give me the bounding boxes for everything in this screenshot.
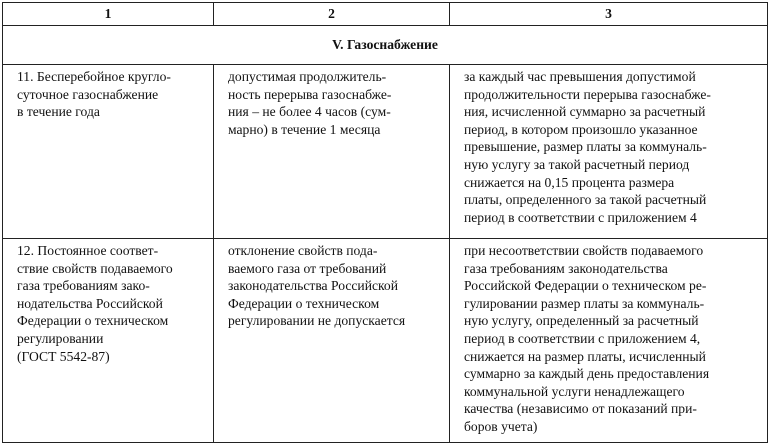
- text-line: ную услугу, определенный за расчетный: [464, 313, 699, 329]
- regulation-table: [2, 2, 768, 443]
- column-number-2: 2: [214, 3, 450, 26]
- text-line: в течение года: [17, 104, 100, 120]
- column-number-1: 1: [3, 3, 214, 26]
- text-line: продолжительности перерыва газоснабже-: [464, 86, 711, 102]
- payment-change-cell: [450, 239, 768, 443]
- text-line: ния – не более 4 часов (сум-: [228, 104, 391, 120]
- text-line: период в соответствии с приложением 4,: [464, 330, 701, 346]
- text-line: законодательства Российской: [228, 278, 398, 294]
- text-line: газа требованиям зако-: [17, 278, 150, 294]
- text-line: 12. Постоянное соответ-: [17, 243, 159, 258]
- text-line: Российской Федерации о техническом ре-: [464, 278, 707, 294]
- text-line: коммунальной услуги ненадлежащего: [464, 383, 685, 399]
- text-line: гулировании размер платы за коммуналь-: [464, 295, 705, 311]
- table-row: [3, 239, 768, 443]
- text-line: допустимая продолжитель-: [228, 69, 387, 84]
- text-line: период, в котором произошло указанное: [464, 121, 698, 137]
- service-cell: [3, 239, 214, 443]
- allowed-deviation-cell: [214, 65, 450, 239]
- text-line: регулировании не допускается: [228, 313, 406, 329]
- column-number-row: [3, 3, 768, 26]
- text-line: 11. Бесперебойное кругло-: [17, 69, 171, 84]
- table-row: [3, 65, 768, 239]
- text-line: регулировании: [17, 330, 104, 346]
- text-line: газа требованиям законодательства: [464, 260, 668, 276]
- text-line: марно) в течение 1 месяца: [228, 121, 381, 137]
- text-line: снижается на 0,15 процента размера: [464, 174, 675, 190]
- text-line: ность перерыва газоснабже-: [228, 86, 392, 102]
- section-row: [3, 26, 768, 65]
- text-line: снижается на размер платы, исчисленный: [464, 348, 706, 364]
- text-line: суточное газоснабжение: [17, 86, 159, 102]
- text-line: ния, исчисленной суммарно за расчетный: [464, 104, 706, 120]
- text-line: качества (независимо от показаний при-: [464, 401, 697, 417]
- text-line: суммарно за каждый день предоставления: [464, 366, 710, 382]
- text-line: ваемого газа от требований: [228, 260, 387, 276]
- text-line: за каждый час превышения допустимой: [464, 69, 696, 84]
- text-line: Федерации о техническом: [17, 313, 169, 329]
- service-cell: [3, 65, 214, 239]
- text-line: ную услугу за такой расчетный период: [464, 156, 690, 172]
- allowed-deviation-cell: [214, 239, 450, 443]
- text-line: отклонение свойств пода-: [228, 243, 378, 258]
- text-line: боров учета): [464, 418, 538, 434]
- column-number-3: 3: [450, 3, 768, 26]
- payment-change-cell: [450, 65, 768, 239]
- text-line: нодательства Российской: [17, 295, 163, 311]
- text-line: при несоответствии свойств подаваемого: [464, 243, 704, 258]
- text-line: Федерации о техническом: [228, 295, 380, 311]
- text-line: период в соответствии с приложением 4: [464, 209, 697, 225]
- section-title: V. Газоснабжение: [3, 26, 768, 65]
- text-line: (ГОСТ 5542-87): [17, 348, 110, 364]
- text-line: превышение, размер платы за коммуналь-: [464, 139, 707, 155]
- text-line: платы, определенного за такой расчетный: [464, 192, 707, 208]
- text-line: ствие свойств подаваемого: [17, 260, 173, 276]
